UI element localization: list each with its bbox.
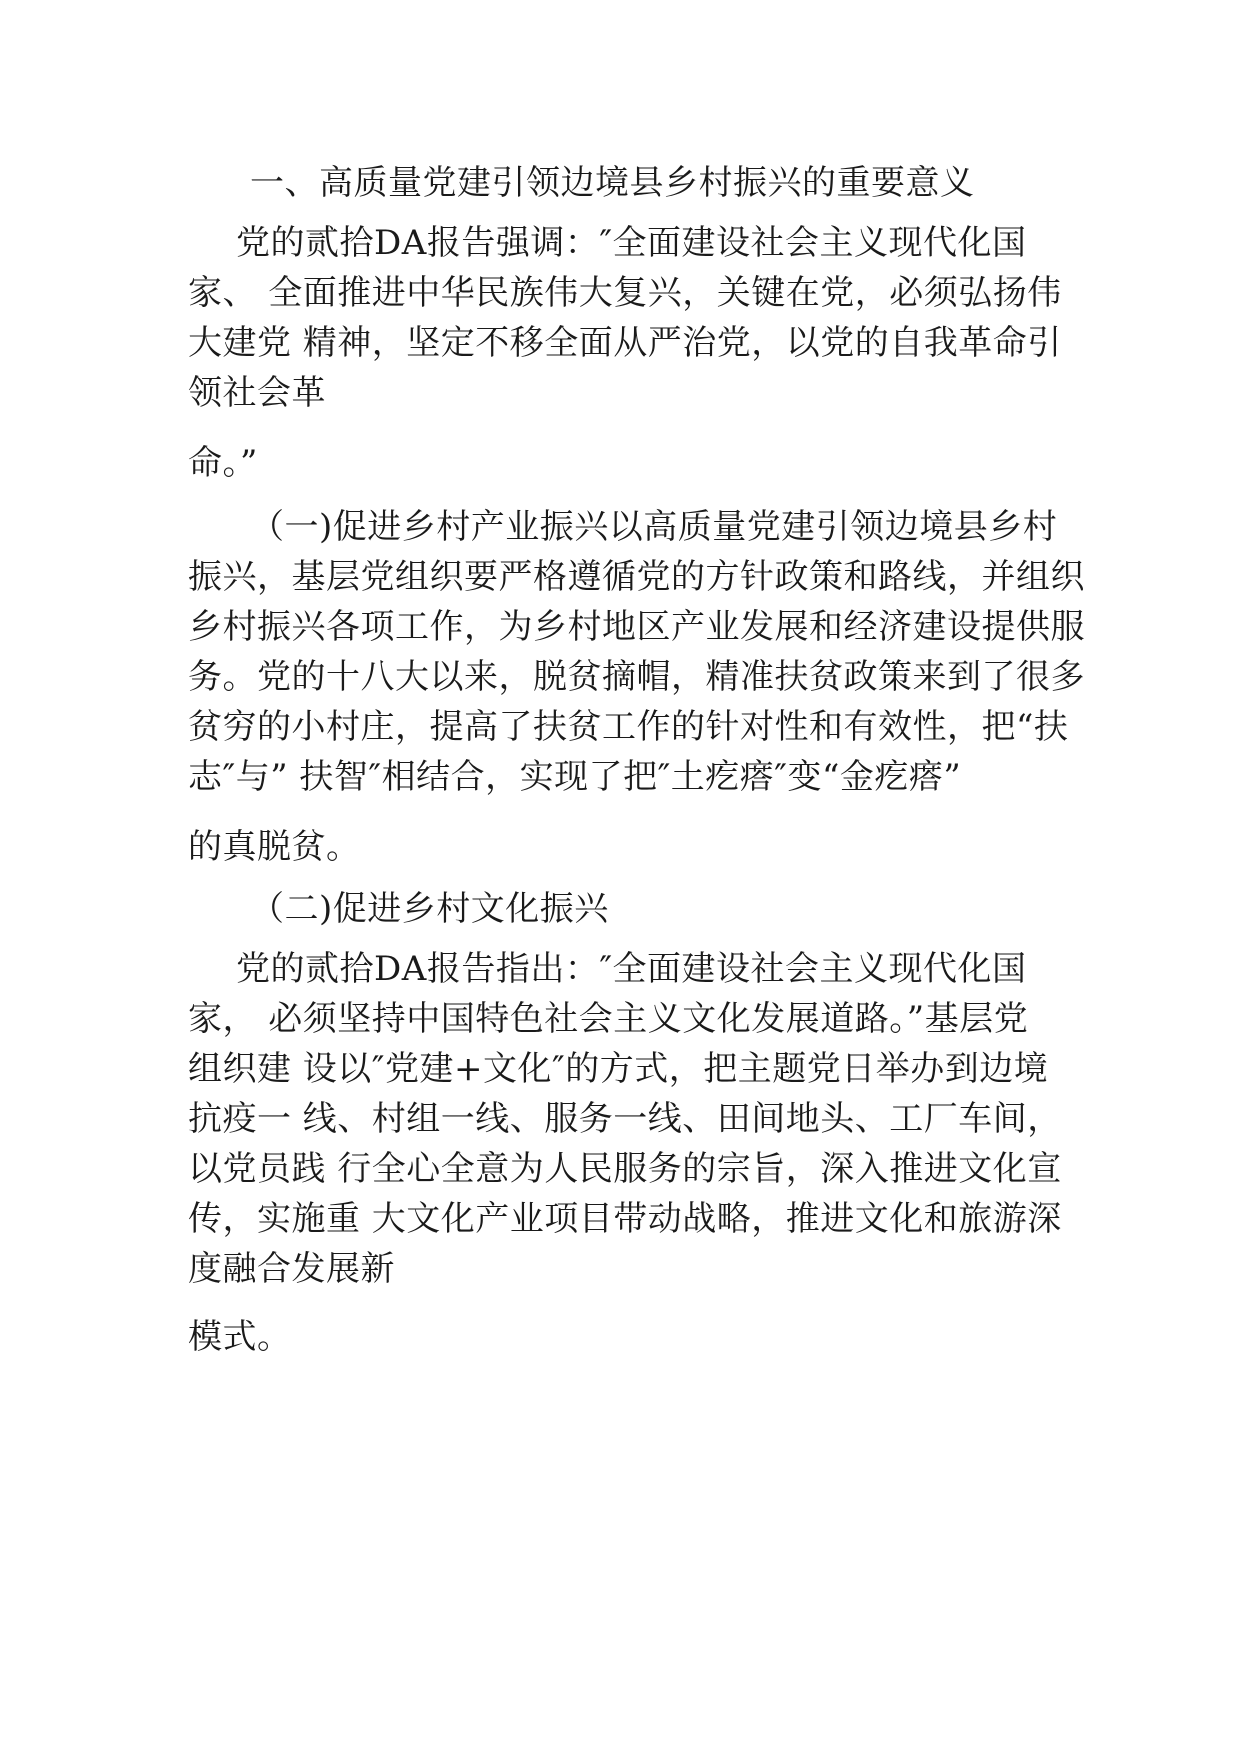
paragraph-line: 大建党 精神，坚定不移全面从严治党，以党的自我革命引 — [188, 323, 1062, 363]
paragraph-line: 以党员践 行全心全意为人民服务的宗旨，深入推进文化宣 — [188, 1149, 1062, 1189]
paragraph-line: 度融合发展新 — [188, 1249, 395, 1289]
paragraph-line: 命。” — [188, 443, 258, 483]
paragraph-1 — [188, 218, 1068, 418]
paragraph-line: 家， 必须坚持中国特色社会主义文化发展道路。”基层党 — [188, 999, 1029, 1039]
paragraph-line: 的真脱贫。 — [188, 827, 361, 867]
paragraph-line: 组织建 设以″党建+文化″的方式，把主题党日举办到边境 — [188, 1049, 1049, 1089]
paragraph-line: 领社会革 — [188, 373, 326, 413]
paragraph-2 — [188, 502, 1085, 802]
paragraph-line: 乡村振兴各项工作，为乡村地区产业发展和经济建设提供服 — [188, 607, 1085, 647]
sub-heading — [188, 884, 1068, 934]
paragraph-line: 务。党的十八大以来，脱贫摘帽，精准扶贫政策来到了很多 — [188, 657, 1085, 697]
paragraph-line: 抗疫一 线、村组一线、服务一线、田间地头、工厂车间， — [188, 1099, 1062, 1139]
paragraph-line: 志″与” 扶智″相结合，实现了把″土疙瘩″变“金疙瘩” — [188, 757, 962, 797]
paragraph-line: 贫穷的小村庄，提高了扶贫工作的针对性和有效性，把“扶 — [188, 707, 1069, 747]
paragraph-3-ending — [188, 1312, 1068, 1362]
section-heading — [188, 158, 1068, 208]
paragraph-line: 模式。 — [188, 1317, 292, 1357]
heading-line: 一、高质量党建引领边境县乡村振兴的重要意义 — [250, 163, 975, 203]
paragraph-line: （一)促进乡村产业振兴以高质量党建引领边境县乡村 — [250, 507, 1058, 547]
paragraph-line: 党的贰拾DA报告指出：″全面建设社会主义现代化国 — [236, 949, 1027, 989]
paragraph-line: 振兴，基层党组织要严格遵循党的方针政策和路线，并组织 — [188, 557, 1085, 597]
subheading-line: （二)促进乡村文化振兴 — [250, 889, 609, 929]
paragraph-3 — [188, 944, 1068, 1294]
paragraph-line: 传，实施重 大文化产业项目带动战略，推进文化和旅游深 — [188, 1199, 1062, 1239]
paragraph-2-ending — [188, 822, 1068, 872]
paragraph-1-ending — [188, 438, 1068, 488]
paragraph-line: 党的贰拾DA报告强调：″全面建设社会主义现代化国 — [236, 223, 1027, 263]
paragraph-line: 家、 全面推进中华民族伟大复兴，关键在党，必须弘扬伟 — [188, 273, 1062, 313]
